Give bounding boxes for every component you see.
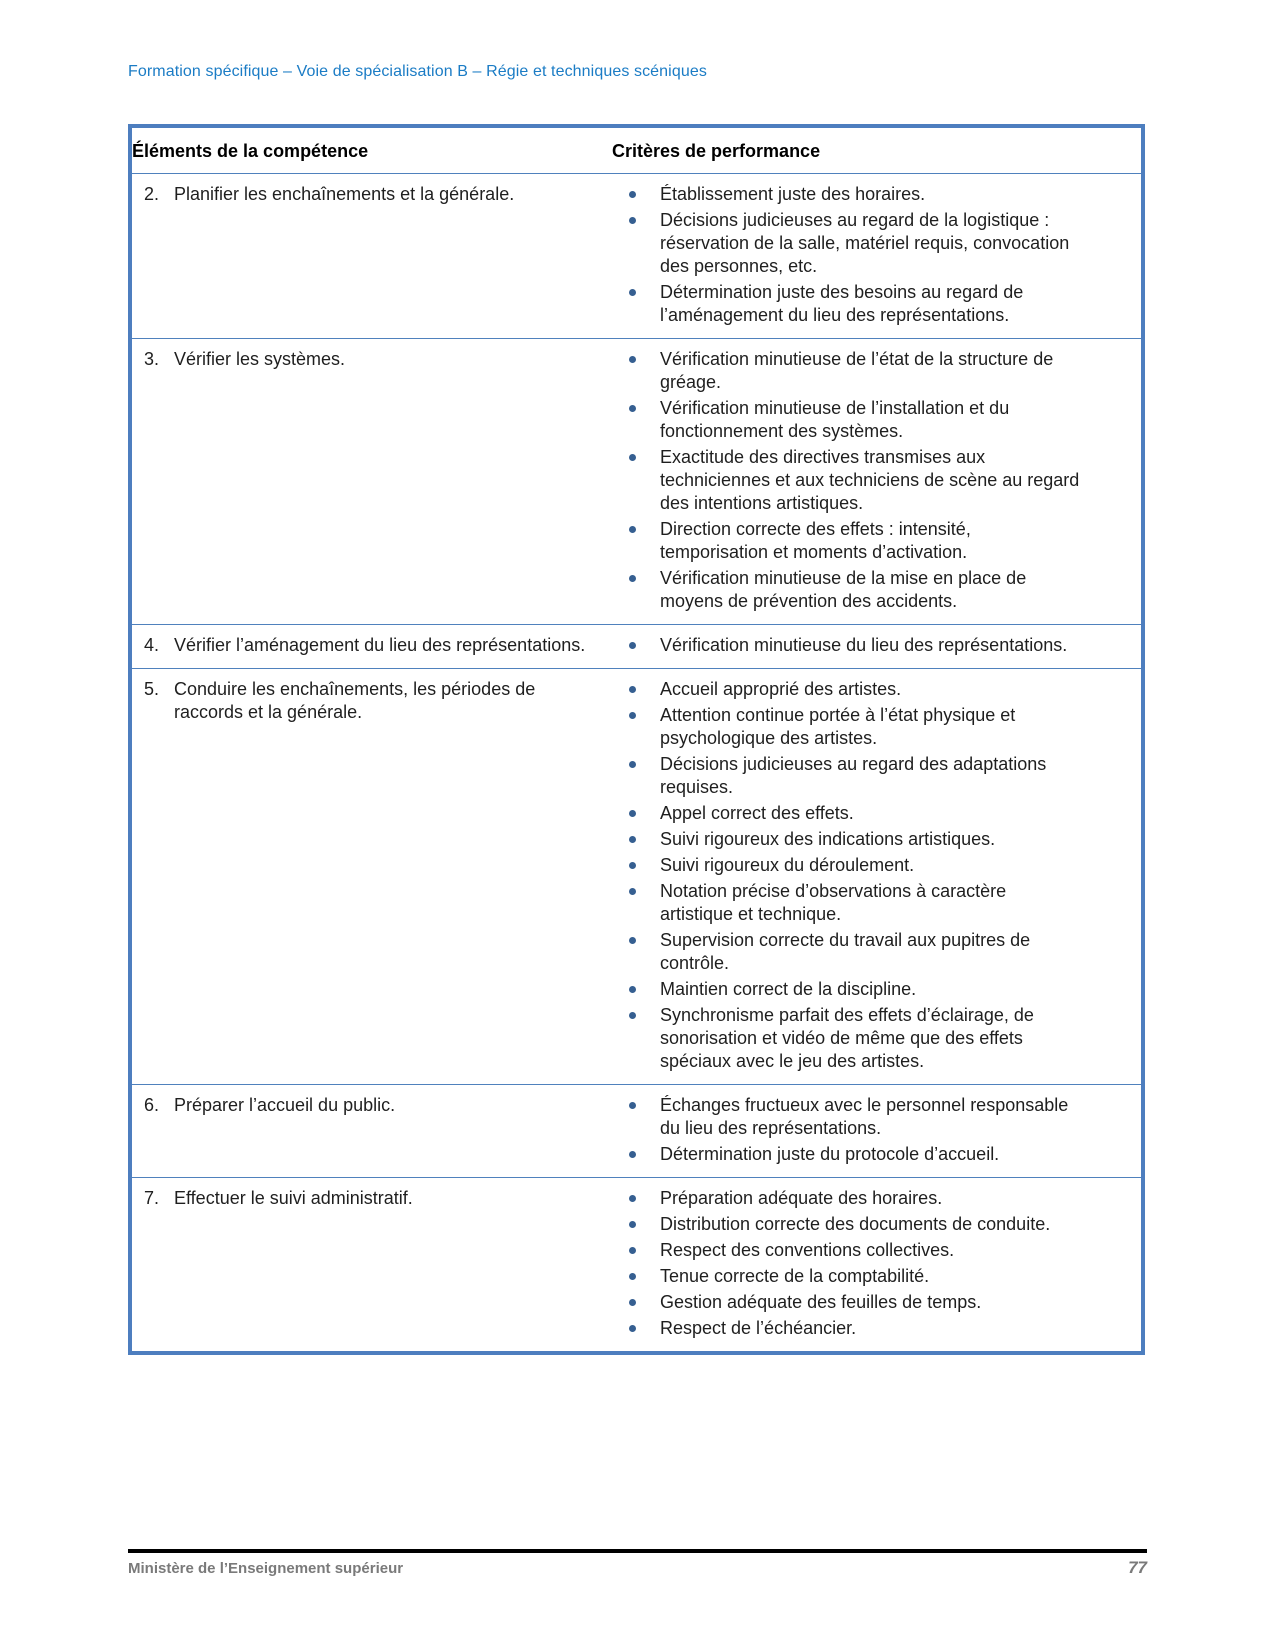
table-row xyxy=(130,669,1143,1085)
bullet-icon xyxy=(629,1012,636,1019)
criterion-text: Gestion adéquate des feuilles de temps. xyxy=(660,1292,982,1312)
bullet-icon xyxy=(629,686,636,693)
bullet-icon xyxy=(629,356,636,363)
criterion-text: Direction correcte des effets : intensité, temporisation et moments d’activation. xyxy=(660,519,971,562)
criterion-text: Détermination juste du protocole d’accueil. xyxy=(660,1144,1000,1164)
criterion-item xyxy=(612,183,1083,206)
bullet-icon xyxy=(629,191,636,198)
element-label: Planifier les enchaînements et la générale. xyxy=(174,184,515,204)
element-label: Conduire les enchaînements, les périodes de raccords et la générale. xyxy=(174,679,536,722)
element-number: 6. xyxy=(144,1095,160,1115)
criterion-item xyxy=(612,397,1083,443)
table-row xyxy=(130,339,1143,625)
element-number: 3. xyxy=(144,349,160,369)
criteria-cell xyxy=(612,1178,1143,1354)
criteria-list xyxy=(612,678,1083,1073)
bullet-icon xyxy=(629,836,636,843)
criterion-item xyxy=(612,880,1083,926)
criterion-item xyxy=(612,753,1083,799)
criterion-item xyxy=(612,634,1083,657)
criterion-text: Décisions judicieuses au regard des adaptations requises. xyxy=(660,754,1047,797)
criterion-item xyxy=(612,828,1083,851)
element-cell xyxy=(130,1085,612,1178)
criteria-list xyxy=(612,183,1083,327)
criteria-table-body xyxy=(130,174,1143,1354)
bullet-icon xyxy=(629,1195,636,1202)
bullet-icon xyxy=(629,575,636,582)
bullet-icon xyxy=(629,761,636,768)
criterion-item xyxy=(612,1265,1083,1288)
criterion-item xyxy=(612,1213,1083,1236)
footer-rule xyxy=(128,1549,1147,1553)
criterion-text: Accueil approprié des artistes. xyxy=(660,679,902,699)
criteria-cell xyxy=(612,1085,1143,1178)
criterion-item xyxy=(612,1004,1083,1073)
bullet-icon xyxy=(629,405,636,412)
criterion-item xyxy=(612,704,1083,750)
element-number: 5. xyxy=(144,679,160,699)
criterion-item xyxy=(612,678,1083,701)
criterion-text: Supervision correcte du travail aux pupitres de contrôle. xyxy=(660,930,1031,973)
criteria-cell xyxy=(612,339,1143,625)
criterion-item xyxy=(612,929,1083,975)
criterion-text: Exactitude des directives transmises aux techniciennes et aux techniciens de scène au regard des intentions artistiques. xyxy=(660,447,1080,513)
bullet-icon xyxy=(629,986,636,993)
criterion-text: Vérification minutieuse de l’installation et du fonctionnement des systèmes. xyxy=(660,398,1010,441)
element-cell xyxy=(130,625,612,669)
criterion-text: Suivi rigoureux du déroulement. xyxy=(660,855,915,875)
element-cell xyxy=(130,1178,612,1354)
bullet-icon xyxy=(629,289,636,296)
element-number: 2. xyxy=(144,184,160,204)
bullet-icon xyxy=(629,1273,636,1280)
criteria-list xyxy=(612,1094,1083,1166)
page-header: Formation spécifique – Voie de spécialisation B – Régie et techniques scéniques xyxy=(128,63,707,80)
criterion-item xyxy=(612,1094,1083,1140)
competence-table xyxy=(128,124,1145,1355)
criterion-text: Appel correct des effets. xyxy=(660,803,854,823)
criterion-text: Notation précise d’observations à caractère artistique et technique. xyxy=(660,881,1007,924)
criterion-text: Maintien correct de la discipline. xyxy=(660,979,917,999)
bullet-icon xyxy=(629,937,636,944)
column-header-criteria: Critères de performance xyxy=(612,141,821,161)
criterion-item xyxy=(612,978,1083,1001)
table-row xyxy=(130,625,1143,669)
element-label: Vérifier les systèmes. xyxy=(174,349,346,369)
criterion-item xyxy=(612,281,1083,327)
bullet-icon xyxy=(629,526,636,533)
bullet-icon xyxy=(629,1221,636,1228)
bullet-icon xyxy=(629,1102,636,1109)
page-footer xyxy=(128,1549,1147,1578)
bullet-icon xyxy=(629,810,636,817)
bullet-icon xyxy=(629,862,636,869)
footer-page-number: 77 xyxy=(1128,1558,1147,1577)
criterion-text: Distribution correcte des documents de conduite. xyxy=(660,1214,1051,1234)
table-row xyxy=(130,1178,1143,1354)
bullet-icon xyxy=(629,217,636,224)
criteria-list xyxy=(612,634,1083,657)
criterion-text: Préparation adéquate des horaires. xyxy=(660,1188,943,1208)
criterion-item xyxy=(612,1291,1083,1314)
criterion-item xyxy=(612,348,1083,394)
criterion-item xyxy=(612,567,1083,613)
criteria-cell xyxy=(612,625,1143,669)
table-header-row xyxy=(130,126,1143,174)
bullet-icon xyxy=(629,712,636,719)
criterion-text: Tenue correcte de la comptabilité. xyxy=(660,1266,930,1286)
criterion-text: Respect des conventions collectives. xyxy=(660,1240,955,1260)
bullet-icon xyxy=(629,642,636,649)
criterion-text: Suivi rigoureux des indications artistiques. xyxy=(660,829,996,849)
bullet-icon xyxy=(629,1299,636,1306)
criterion-item xyxy=(612,209,1083,278)
element-number: 4. xyxy=(144,635,160,655)
criteria-cell xyxy=(612,174,1143,339)
criterion-text: Attention continue portée à l’état physique et psychologique des artistes. xyxy=(660,705,1016,748)
criterion-text: Décisions judicieuses au regard de la logistique : réservation de la salle, matériel requis, convocation des personnes, etc. xyxy=(660,210,1070,276)
element-label: Vérifier l’aménagement du lieu des représentations. xyxy=(174,635,586,655)
criterion-text: Vérification minutieuse de l’état de la structure de gréage. xyxy=(660,349,1054,392)
element-number: 7. xyxy=(144,1188,160,1208)
element-cell xyxy=(130,174,612,339)
criterion-text: Respect de l’échéancier. xyxy=(660,1318,857,1338)
element-cell xyxy=(130,669,612,1085)
criterion-item xyxy=(612,854,1083,877)
element-label: Effectuer le suivi administratif. xyxy=(174,1188,413,1208)
criterion-item xyxy=(612,446,1083,515)
criterion-text: Vérification minutieuse de la mise en place de moyens de prévention des accidents. xyxy=(660,568,1027,611)
element-cell xyxy=(130,339,612,625)
criterion-text: Échanges fructueux avec le personnel responsable du lieu des représentations. xyxy=(660,1095,1069,1138)
criterion-text: Détermination juste des besoins au regard de l’aménagement du lieu des représentations. xyxy=(660,282,1024,325)
criteria-cell xyxy=(612,669,1143,1085)
bullet-icon xyxy=(629,888,636,895)
criteria-list xyxy=(612,1187,1083,1340)
bullet-icon xyxy=(629,1325,636,1332)
criterion-item xyxy=(612,1317,1083,1340)
criterion-item xyxy=(612,1187,1083,1210)
criterion-item xyxy=(612,802,1083,825)
bullet-icon xyxy=(629,454,636,461)
criterion-text: Établissement juste des horaires. xyxy=(660,184,926,204)
criterion-item xyxy=(612,1239,1083,1262)
column-header-elements: Éléments de la compétence xyxy=(132,141,369,161)
table-row xyxy=(130,1085,1143,1178)
table-row xyxy=(130,174,1143,339)
footer-ministry: Ministère de l’Enseignement supérieur xyxy=(128,1560,404,1577)
bullet-icon xyxy=(629,1247,636,1254)
element-label: Préparer l’accueil du public. xyxy=(174,1095,396,1115)
criterion-item xyxy=(612,518,1083,564)
criterion-text: Synchronisme parfait des effets d’éclairage, de sonorisation et vidéo de même que des effets spéciaux avec le jeu des artistes. xyxy=(660,1005,1034,1071)
bullet-icon xyxy=(629,1151,636,1158)
criteria-list xyxy=(612,348,1083,613)
criterion-text: Vérification minutieuse du lieu des représentations. xyxy=(660,635,1068,655)
criterion-item xyxy=(612,1143,1083,1166)
